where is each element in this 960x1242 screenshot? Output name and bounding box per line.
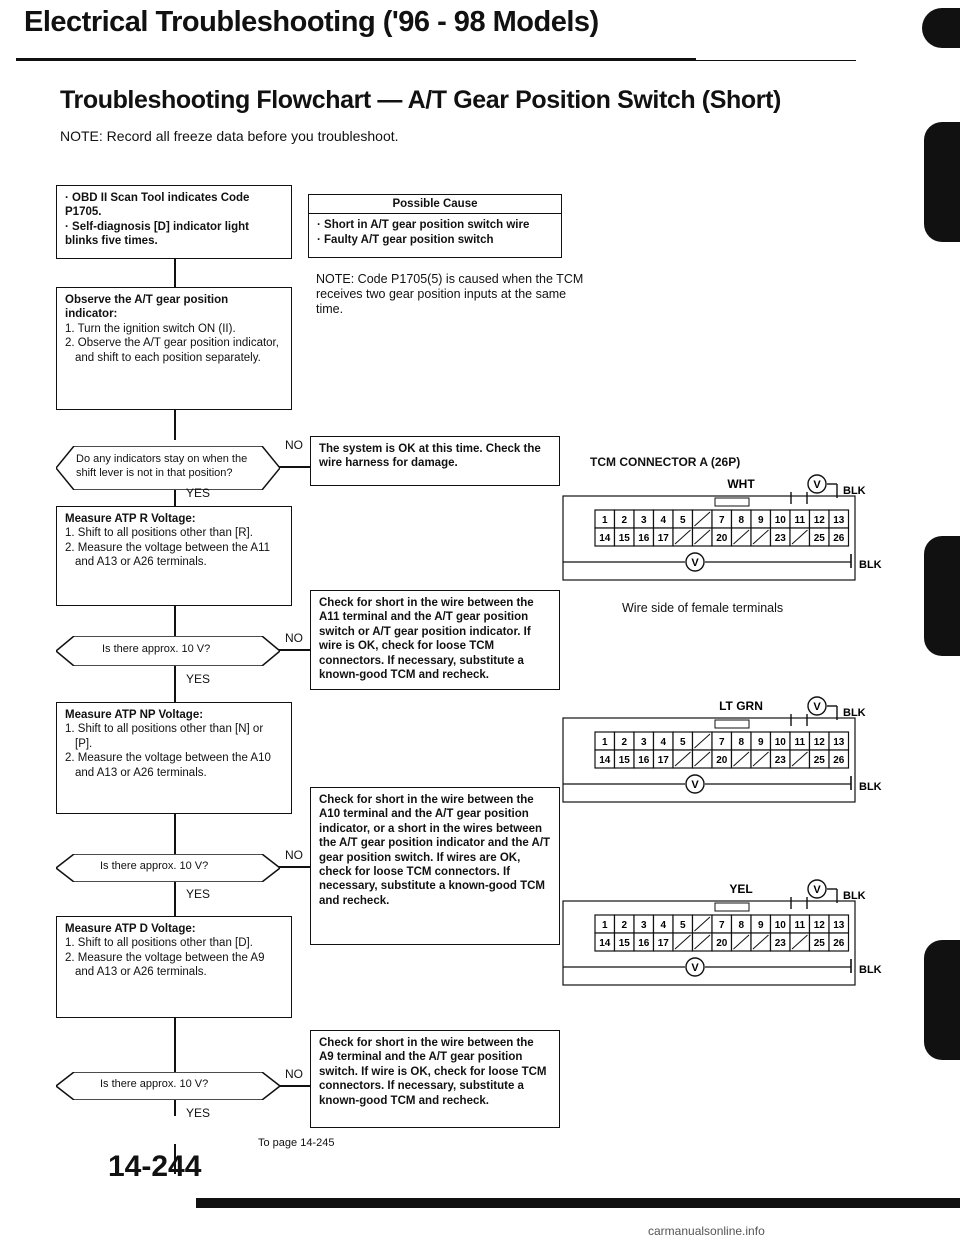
terminal-number: 23: [774, 533, 786, 544]
connector-diagrams: [555, 470, 915, 1110]
flow-line: [174, 259, 176, 287]
voltmeter-symbol: V: [691, 962, 699, 974]
binder-mark: [924, 940, 960, 1060]
ground-wire-label: BLK: [843, 707, 866, 719]
observe-indicator-box: [56, 287, 292, 410]
voltmeter-symbol: V: [691, 557, 699, 569]
terminal-number: 11: [794, 515, 806, 526]
terminal-number: 13: [833, 920, 845, 931]
measure-np-heading: Measure ATP NP Voltage:: [65, 709, 204, 721]
no-label: NO: [285, 438, 303, 452]
measure-r-heading: Measure ATP R Voltage:: [65, 513, 196, 525]
terminal-number: 17: [657, 533, 669, 544]
yes-label: YES: [186, 887, 211, 901]
no-label: NO: [285, 848, 303, 862]
voltmeter-symbol: V: [813, 701, 821, 713]
possible-cause-item: · Faulty A/T gear position switch: [317, 233, 494, 246]
check-a9-box: Check for short in the wire between the A9 terminal and the A/T gear position switch. If wire is OK, check for loose TCM connectors. If necessary, substitute a known-good TCM and recheck.: [310, 1030, 560, 1128]
terminal-number: 15: [618, 533, 630, 544]
terminal-number: 3: [640, 920, 647, 931]
terminal-number: 9: [757, 515, 764, 526]
ground-wire-label: BLK: [859, 559, 882, 571]
measure-atp-d-box: [56, 916, 292, 1018]
voltmeter-symbol: V: [813, 884, 821, 896]
check-a11-box: Check for short in the wire between the A11 terminal and the A/T gear position switch or A/T gear position indicator. If wire is OK, check for loose TCM connectors. If necessary, substitute a known-good TCM and recheck.: [310, 590, 560, 690]
terminal-number: 14: [599, 533, 611, 544]
voltmeter-symbol: V: [691, 779, 699, 791]
terminal-number: 14: [599, 938, 611, 949]
terminal-number: 4: [660, 737, 667, 748]
possible-cause-heading: Possible Cause: [309, 195, 561, 214]
terminal-number: 9: [757, 920, 764, 931]
terminal-number: 17: [657, 938, 669, 949]
terminal-number: 20: [716, 755, 728, 766]
terminal-number: 10: [774, 920, 786, 931]
measure-r-step: 2. Measure the voltage between the A11 and A13 or A26 terminals.: [65, 541, 271, 569]
decision-1-question: Do any indicators stay on when the shift lever is not in that position?: [76, 453, 248, 480]
terminal-number: 26: [833, 938, 845, 949]
terminal-number: 13: [833, 515, 845, 526]
voltmeter-symbol: V: [813, 479, 821, 491]
terminal-number: 11: [794, 920, 806, 931]
possible-cause-box: [308, 194, 562, 258]
to-page-reference: To page 14-245: [258, 1137, 335, 1149]
terminal-number: 15: [618, 755, 630, 766]
connector-lock-tab: [715, 720, 749, 728]
terminal-number: 5: [679, 920, 686, 931]
section-subtitle: Troubleshooting Flowchart — A/T Gear Position Switch (Short): [60, 86, 781, 114]
no-branch-line: [276, 649, 310, 651]
terminal-number: 23: [774, 938, 786, 949]
no-branch-line: [276, 466, 310, 468]
terminal-number: 10: [774, 515, 786, 526]
flow-line: [174, 666, 176, 702]
terminal-number: 1: [601, 515, 608, 526]
terminal-number: 10: [774, 737, 786, 748]
freeze-data-note: NOTE: Record all freeze data before you troubleshoot.: [60, 128, 399, 144]
measure-atp-np-box: [56, 702, 292, 814]
terminal-number: 12: [813, 737, 825, 748]
terminal-number: 4: [660, 515, 667, 526]
terminal-number: 9: [757, 737, 764, 748]
flow-line: [174, 814, 176, 854]
terminal-number: 25: [813, 533, 825, 544]
terminal-number: 25: [813, 938, 825, 949]
terminal-number: 23: [774, 755, 786, 766]
title-rule-thin: [696, 60, 856, 61]
flow-line: [174, 606, 176, 636]
terminal-number: 2: [621, 920, 628, 931]
measure-np-step: 2. Measure the voltage between the A10 and A13 or A26 terminals.: [65, 752, 271, 779]
watermark: carmanualsonline.info: [648, 1224, 765, 1238]
terminal-number: 16: [638, 533, 650, 544]
check-a10-box: Check for short in the wire between the A10 terminal and the A/T gear position indicator, or a short in the wires between the A/T gear position indicator and the A/T gear position switch. If wires are OK, check for loose TCM connectors. If necessary, substitute a known-good TCM and recheck.: [310, 787, 560, 945]
observe-step: 1. Turn the ignition switch ON (II).: [65, 322, 236, 335]
flow-line: [174, 1018, 176, 1116]
measure-r-step: 1. Shift to all positions other than [R].: [65, 527, 253, 540]
terminal-number: 7: [718, 515, 725, 526]
terminal-number: 5: [679, 515, 686, 526]
terminal-number: 8: [738, 515, 745, 526]
measure-np-step: 1. Shift to all positions other than [N] or [P].: [65, 723, 264, 750]
measure-d-step: 2. Measure the voltage between the A9 and A13 or A26 terminals.: [65, 951, 265, 979]
terminal-number: 15: [618, 938, 630, 949]
flow-line: [174, 880, 176, 916]
observe-step: 2. Observe the A/T gear position indicator, and shift to each position separately.: [65, 337, 279, 364]
connector-caption: Wire side of female terminals: [622, 601, 784, 615]
terminal-number: 1: [601, 737, 608, 748]
terminal-number: 13: [833, 737, 845, 748]
yes-label: YES: [186, 1106, 211, 1120]
page-title: Electrical Troubleshooting ('96 - 98 Models): [24, 6, 599, 38]
terminal-number: 8: [738, 920, 745, 931]
terminal-number: 16: [638, 938, 650, 949]
title-rule: [16, 58, 696, 61]
measure-d-step: 1. Shift to all positions other than [D].: [65, 937, 253, 950]
binder-mark: [924, 536, 960, 656]
no-label: NO: [285, 1067, 303, 1081]
observe-heading: Observe the A/T gear position indicator:: [65, 294, 229, 321]
terminal-number: 12: [813, 920, 825, 931]
code-note: NOTE: Code P1705(5) is caused when the TCM receives two gear position inputs at the same time.: [316, 272, 584, 316]
decision-2-question: Is there approx. 10 V?: [102, 643, 211, 655]
ground-wire-label: BLK: [843, 890, 866, 902]
binder-mark: [922, 8, 960, 48]
decision-4-question: Is there approx. 10 V?: [100, 1078, 209, 1090]
no-label: NO: [285, 631, 303, 645]
connector-title: TCM CONNECTOR A (26P): [590, 455, 741, 469]
terminal-number: 7: [718, 920, 725, 931]
ground-wire-label: BLK: [859, 964, 882, 976]
connector-lock-tab: [715, 903, 749, 911]
terminal-number: 7: [718, 737, 725, 748]
binder-mark: [924, 122, 960, 242]
ground-wire-label: BLK: [859, 781, 882, 793]
terminal-number: 11: [794, 737, 806, 748]
no-branch-line: [276, 866, 310, 868]
possible-cause-item: · Short in A/T gear position switch wire: [317, 219, 530, 231]
measure-atp-r-box: [56, 506, 292, 606]
terminal-number: 5: [679, 737, 686, 748]
wire-color-label: WHT: [727, 477, 755, 491]
terminal-number: 25: [813, 755, 825, 766]
terminal-number: 3: [640, 515, 647, 526]
terminal-number: 26: [833, 755, 845, 766]
page-number: 14-244: [108, 1150, 202, 1183]
terminal-number: 2: [621, 515, 628, 526]
yes-label: YES: [186, 486, 211, 500]
wire-color-label: LT GRN: [719, 699, 763, 713]
footer-bar: [196, 1198, 960, 1208]
terminal-number: 1: [601, 920, 608, 931]
terminal-number: 4: [660, 920, 667, 931]
terminal-number: 26: [833, 533, 845, 544]
system-ok-box: The system is OK at this time. Check the wire harness for damage.: [310, 436, 560, 486]
wire-color-label: YEL: [729, 882, 753, 896]
terminal-number: 16: [638, 755, 650, 766]
connector-lock-tab: [715, 498, 749, 506]
terminal-number: 20: [716, 533, 728, 544]
start-condition-box: · OBD II Scan Tool indicates Code P1705. · Self-diagnosis [D] indicator light blinks five times.: [56, 185, 292, 259]
terminal-number: 17: [657, 755, 669, 766]
terminal-number: 3: [640, 737, 647, 748]
terminal-number: 8: [738, 737, 745, 748]
measure-d-heading: Measure ATP D Voltage:: [65, 923, 196, 935]
terminal-number: 2: [621, 737, 628, 748]
ground-wire-label: BLK: [843, 485, 866, 497]
terminal-number: 12: [813, 515, 825, 526]
terminal-number: 14: [599, 755, 611, 766]
flow-line: [174, 410, 176, 440]
decision-3-question: Is there approx. 10 V?: [100, 860, 209, 872]
no-branch-line: [276, 1085, 310, 1087]
terminal-number: 20: [716, 938, 728, 949]
yes-label: YES: [186, 672, 211, 686]
